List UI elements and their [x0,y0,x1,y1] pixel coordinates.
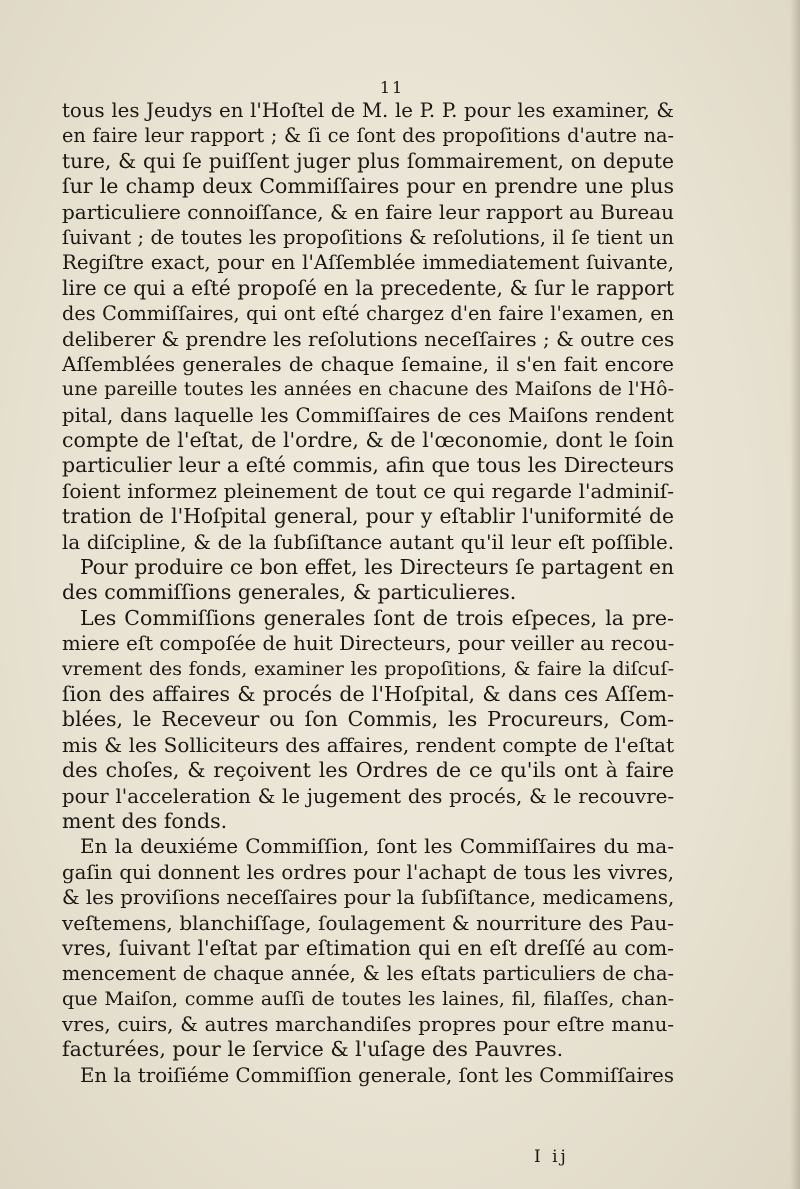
text-line: ſoient informez pleinement de tout ce qui regarde l'adminiſ- [62,478,674,503]
text-line: particuliere connoiſſance, & en faire leur rapport au Bureau [62,199,674,224]
text-line: facturées, pour le ſervice & l'uſage des Pauvres. [62,1037,564,1062]
text-line: lire ce qui a eſté propoſé en la precedente, & ſur le rapport [62,275,674,300]
text-line: des choſes, & reçoivent les Ordres de ce qu'ils ont à faire [62,758,674,783]
text-line: mencement de chaque année, & les eſtats particuliers de cha- [62,962,674,986]
page-number: 11 [379,78,405,97]
text-line: vres, ſuivant l'eſtat par eſtimation qui en eſt dreſſé au com- [62,935,674,960]
text-line: particulier leur a eſté commis, afin que tous les Directeurs [62,453,674,478]
text-line: en faire leur rapport ; & ſi ce ſont des propoſitions d'autre na- [62,124,674,148]
text-line: & les proviſions neceſſaires pour la ſubſiſtance, medicamens, [62,886,675,910]
text-line: ſion des affaires & procés de l'Hoſpital, & dans ces Aſſem- [62,681,674,706]
text-line: miere eſt compoſée de huit Directeurs, pour veiller au recou- [62,632,675,656]
text-line: Aſſemblées generales de chaque ſemaine, il s'en fait encore [62,351,674,376]
text-line: vres, cuirs, & autres marchandiſes propres pour eſtre manu- [62,1013,674,1037]
text-line: la diſcipline, & de la ſubſiſtance autant qu'il leur eſt poſſible. [62,530,674,554]
text-line: Les Commiſſions generales ſont de trois eſpeces, la pre- [80,605,674,630]
text-line: gaſin qui donnent les ordres pour l'achapt de tous les vivres, [62,860,674,884]
text-line: blées, le Receveur ou ſon Commis, les Procureurs, Com- [62,707,674,732]
text-line: En la deuxiéme Commiſſion, ſont les Commiſſaires du ma- [80,834,674,859]
text-line: des Commiſſaires, qui ont eſté chargez d'en faire l'examen, en [62,302,674,326]
signature-mark: I ij [534,1147,569,1167]
text-line: pour l'acceleration & le jugement des procés, & le recouvre- [62,784,674,808]
text-line: deliberer & prendre les reſolutions neceſſaires ; & outre ces [62,326,675,351]
text-line: ment des fonds. [62,808,228,833]
text-line: que Maiſon, comme auſſi de toutes les laines, fil, filaſſes, chan- [62,987,674,1010]
text-line: ture, & qui ſe puiſſent juger plus ſommairement, on depute [62,148,674,173]
text-line: Pour produire ce bon effet, les Directeurs ſe partagent en [80,555,674,580]
text-line: Regiſtre exact, pour en l'Aſſemblée immediatement ſuivante, [62,251,674,275]
text-line: veſtemens, blanchiſſage, ſoulagement & nourriture des Pau- [62,910,674,935]
text-line: En la troiſiéme Commiſſion generale, ſont les Commiſſaires [80,1063,674,1087]
text-line: des commiſſions generales, & particulieres. [62,580,517,605]
text-line: tous les Jeudys en l'Hoſtel de M. le P. P. pour les examiner, & [62,99,674,122]
text-line: pital, dans laquelle les Commiſſaires de ces Maiſons rendent [62,403,674,427]
body-text [62,98,674,1088]
text-line: ſur le champ deux Commiſſaires pour en prendre une plus [62,174,674,199]
text-line: une pareille toutes les années en chacune des Maiſons de l'Hô- [62,378,674,401]
page-edge-shadow [790,0,800,1189]
text-line: tration de l'Hoſpital general, pour y eſtablir l'uniformité de [62,504,674,529]
text-line: mis & les Solliciteurs des affaires, rendent compte de l'eſtat [62,732,674,757]
text-line: vrement des fonds, examiner les propoſitions, & faire la diſcuſ- [62,657,674,680]
text-line: compte de l'eſtat, de l'ordre, & de l'œconomie, dont le ſoin [62,428,674,453]
text-line: ſuivant ; de toutes les propoſitions & reſolutions, il ſe tient un [62,225,674,249]
